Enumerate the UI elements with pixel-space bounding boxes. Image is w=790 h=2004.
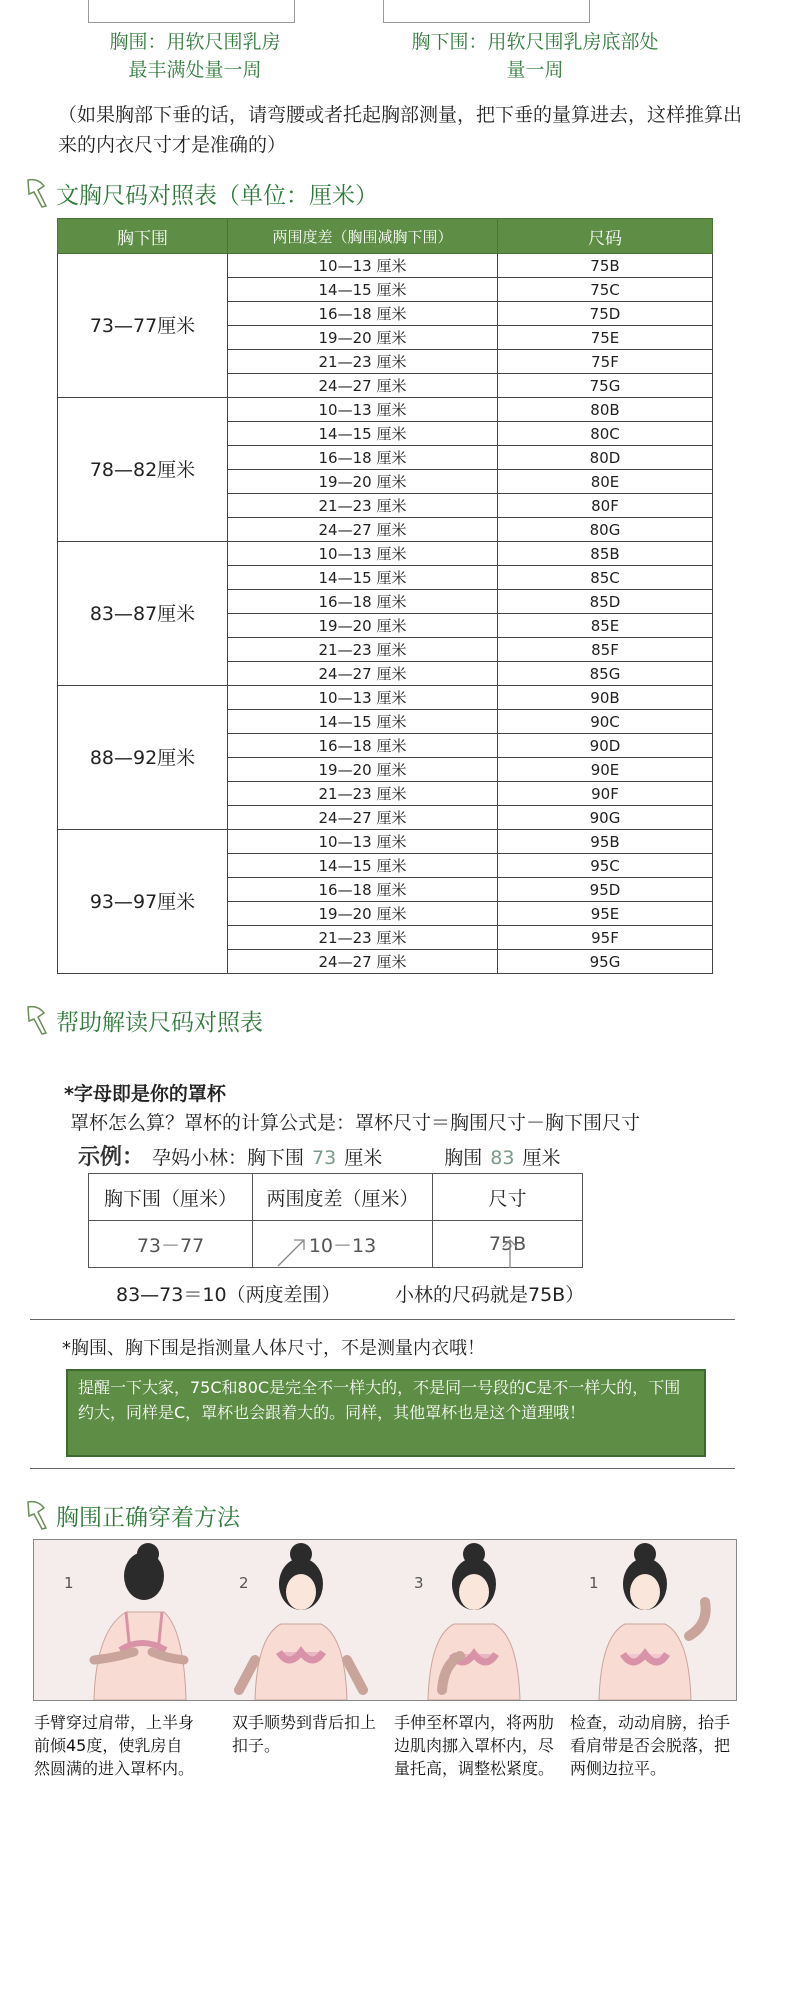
underbust-range-cell: 93—97厘米 — [58, 830, 228, 974]
difference-cell: 21—23 厘米 — [228, 494, 498, 518]
size-cell: 75B — [498, 254, 713, 278]
underbust-range-cell: 78—82厘米 — [58, 398, 228, 542]
difference-cell: 19—20 厘米 — [228, 902, 498, 926]
table-cell: 73－77 — [89, 1221, 253, 1268]
step-text-1: 手臂穿过肩带，上半身前倾45度，使乳房自然圆满的进入罩杯内。 — [34, 1713, 195, 1778]
calc-note: 83—73＝10（两度差围） — [116, 1284, 341, 1306]
woman-figure-icon — [559, 1540, 734, 1700]
difference-cell: 10—13 厘米 — [228, 398, 498, 422]
difference-cell: 24—27 厘米 — [228, 806, 498, 830]
size-cell: 85D — [498, 590, 713, 614]
size-cell: 95C — [498, 854, 713, 878]
difference-cell: 16—18 厘米 — [228, 590, 498, 614]
size-cell: 75F — [498, 350, 713, 374]
difference-cell: 19—20 厘米 — [228, 614, 498, 638]
difference-cell: 16—18 厘米 — [228, 734, 498, 758]
example-text: 胸围 — [444, 1147, 483, 1169]
pin-icon — [24, 176, 50, 210]
difference-cell: 21—23 厘米 — [228, 638, 498, 662]
underbust-range-cell: 73—77厘米 — [58, 254, 228, 398]
caption-line: 量一周 — [506, 59, 564, 81]
table-row — [58, 398, 713, 422]
table-row — [58, 254, 713, 278]
step-number: 1 — [589, 1574, 599, 1592]
example-value: 73 — [312, 1147, 337, 1169]
difference-cell: 24—27 厘米 — [228, 518, 498, 542]
difference-cell: 21—23 厘米 — [228, 926, 498, 950]
step-panel — [559, 1540, 734, 1700]
figure-underbust-frame — [383, 0, 590, 23]
difference-cell: 14—15 厘米 — [228, 710, 498, 734]
difference-cell: 19—20 厘米 — [228, 758, 498, 782]
table-cell: 尺寸 — [433, 1174, 583, 1221]
reminder-box: 提醒一下大家，75C和80C是完全不一样大的，不是同一号段的C是不一样大的，下围约大，同样是C，罩杯也会跟着大的。同样，其他罩杯也是这个道理哦！ — [66, 1369, 706, 1457]
result-note: 小林的尺码就是75B） — [395, 1284, 585, 1306]
caption-bust — [70, 28, 320, 84]
example-text: 孕妈小林：胸下围 — [152, 1147, 305, 1169]
pin-icon — [24, 1498, 50, 1532]
table-cell: 胸下围（厘米） — [89, 1174, 253, 1221]
size-cell: 80C — [498, 422, 713, 446]
section-title-text: 胸围正确穿着方法 — [56, 1504, 240, 1531]
size-cell: 80G — [498, 518, 713, 542]
woman-figure-icon — [384, 1540, 559, 1700]
size-cell: 95E — [498, 902, 713, 926]
size-cell: 75D — [498, 302, 713, 326]
difference-cell: 16—18 厘米 — [228, 446, 498, 470]
difference-cell: 19—20 厘米 — [228, 470, 498, 494]
table-cell: 两围度差（厘米） — [253, 1174, 433, 1221]
size-cell: 90G — [498, 806, 713, 830]
size-cell: 90E — [498, 758, 713, 782]
woman-figure-icon — [209, 1540, 384, 1700]
caption-line: 胸围：用软尺围乳房 — [109, 31, 281, 53]
measure-note: （如果胸部下垂的话，请弯腰或者托起胸部测量，把下垂的量算进去，这样推算出来的内衣尺寸才是准确的） — [58, 104, 743, 156]
size-cell: 75E — [498, 326, 713, 350]
size-cell: 85G — [498, 662, 713, 686]
example-label: 示例： — [78, 1145, 145, 1170]
header-size: 尺码 — [498, 219, 713, 254]
size-cell: 95B — [498, 830, 713, 854]
size-cell: 95D — [498, 878, 713, 902]
caption-line: 胸下围：用软尺围乳房底部处 — [411, 31, 659, 53]
size-cell: 90D — [498, 734, 713, 758]
woman-figure-icon — [34, 1540, 209, 1700]
cup-formula: 罩杯怎么算？罩杯的计算公式是：罩杯尺寸＝胸围尺寸－胸下围尺寸 — [70, 1112, 641, 1134]
size-cell: 75C — [498, 278, 713, 302]
help-title — [24, 1003, 263, 1037]
example-unit: 厘米 — [344, 1147, 383, 1169]
difference-cell: 10—13 厘米 — [228, 686, 498, 710]
caption-underbust — [385, 28, 685, 84]
example-value: 83 — [490, 1147, 515, 1169]
table-header-row — [58, 219, 713, 254]
step-number: 2 — [239, 1574, 249, 1592]
difference-cell: 14—15 厘米 — [228, 278, 498, 302]
arrow-icon — [278, 1240, 304, 1266]
warning-text: *胸围、胸下围是指测量人体尺寸，不是测量内衣哦！ — [62, 1338, 485, 1359]
size-cell: 85B — [498, 542, 713, 566]
underbust-range-cell: 83—87厘米 — [58, 542, 228, 686]
table-cell: 75B — [433, 1221, 583, 1268]
difference-cell: 24—27 厘米 — [228, 374, 498, 398]
step-text-3: 手伸至杯罩内，将两肋边肌肉挪入罩杯内，尽量托高，调整松紧度。 — [394, 1713, 555, 1778]
difference-cell: 19—20 厘米 — [228, 326, 498, 350]
step-text-4: 检查，动动肩膀，抬手看肩带是否会脱落，把两侧边拉平。 — [570, 1713, 731, 1778]
difference-cell: 16—18 厘米 — [228, 302, 498, 326]
arrows — [270, 1232, 540, 1272]
size-cell: 85C — [498, 566, 713, 590]
size-cell: 90F — [498, 782, 713, 806]
difference-cell: 10—13 厘米 — [228, 830, 498, 854]
step-panel — [384, 1540, 559, 1700]
size-cell: 90B — [498, 686, 713, 710]
difference-cell: 24—27 厘米 — [228, 950, 498, 974]
step-panel — [209, 1540, 384, 1700]
size-cell: 85F — [498, 638, 713, 662]
difference-cell: 14—15 厘米 — [228, 422, 498, 446]
table-row — [58, 830, 713, 854]
header-difference: 两围度差（胸围减胸下围） — [228, 219, 498, 254]
divider — [30, 1468, 735, 1469]
size-cell: 95G — [498, 950, 713, 974]
step-panel — [34, 1540, 209, 1700]
section-title-text: 文胸尺码对照表（单位：厘米） — [56, 182, 378, 209]
difference-cell: 21—23 厘米 — [228, 350, 498, 374]
pin-icon — [24, 1003, 50, 1037]
header-underbust: 胸下围 — [58, 219, 228, 254]
step-text-2: 双手顺势到背后扣上扣子。 — [232, 1713, 377, 1755]
wearing-illustration — [33, 1539, 737, 1701]
difference-cell: 14—15 厘米 — [228, 854, 498, 878]
size-cell: 75G — [498, 374, 713, 398]
figure-bust-frame — [88, 0, 295, 23]
size-cell: 80E — [498, 470, 713, 494]
size-table-title — [24, 176, 378, 210]
step-number: 3 — [414, 1574, 424, 1592]
size-chart-table — [57, 218, 713, 974]
example-unit: 厘米 — [522, 1147, 561, 1169]
difference-cell: 24—27 厘米 — [228, 662, 498, 686]
size-cell: 85E — [498, 614, 713, 638]
arrow-icon — [503, 1240, 517, 1268]
table-header-row — [89, 1174, 583, 1221]
table-row — [58, 686, 713, 710]
difference-cell: 10—13 厘米 — [228, 254, 498, 278]
size-cell: 90C — [498, 710, 713, 734]
difference-cell: 21—23 厘米 — [228, 782, 498, 806]
difference-cell: 10—13 厘米 — [228, 542, 498, 566]
caption-line: 最丰满处量一周 — [128, 59, 262, 81]
size-cell: 95F — [498, 926, 713, 950]
underbust-range-cell: 88—92厘米 — [58, 686, 228, 830]
cup-title: *字母即是你的罩杯 — [64, 1083, 226, 1105]
table-cell: 10－13 — [253, 1221, 433, 1268]
table-row — [58, 542, 713, 566]
difference-cell: 14—15 厘米 — [228, 566, 498, 590]
size-cell: 80F — [498, 494, 713, 518]
difference-cell: 16—18 厘米 — [228, 878, 498, 902]
size-cell: 80B — [498, 398, 713, 422]
size-cell: 80D — [498, 446, 713, 470]
divider — [30, 1319, 735, 1320]
step-number: 1 — [64, 1574, 74, 1592]
wearing-title — [24, 1498, 240, 1532]
section-title-text: 帮助解读尺码对照表 — [56, 1009, 263, 1036]
example-line — [78, 1140, 560, 1171]
